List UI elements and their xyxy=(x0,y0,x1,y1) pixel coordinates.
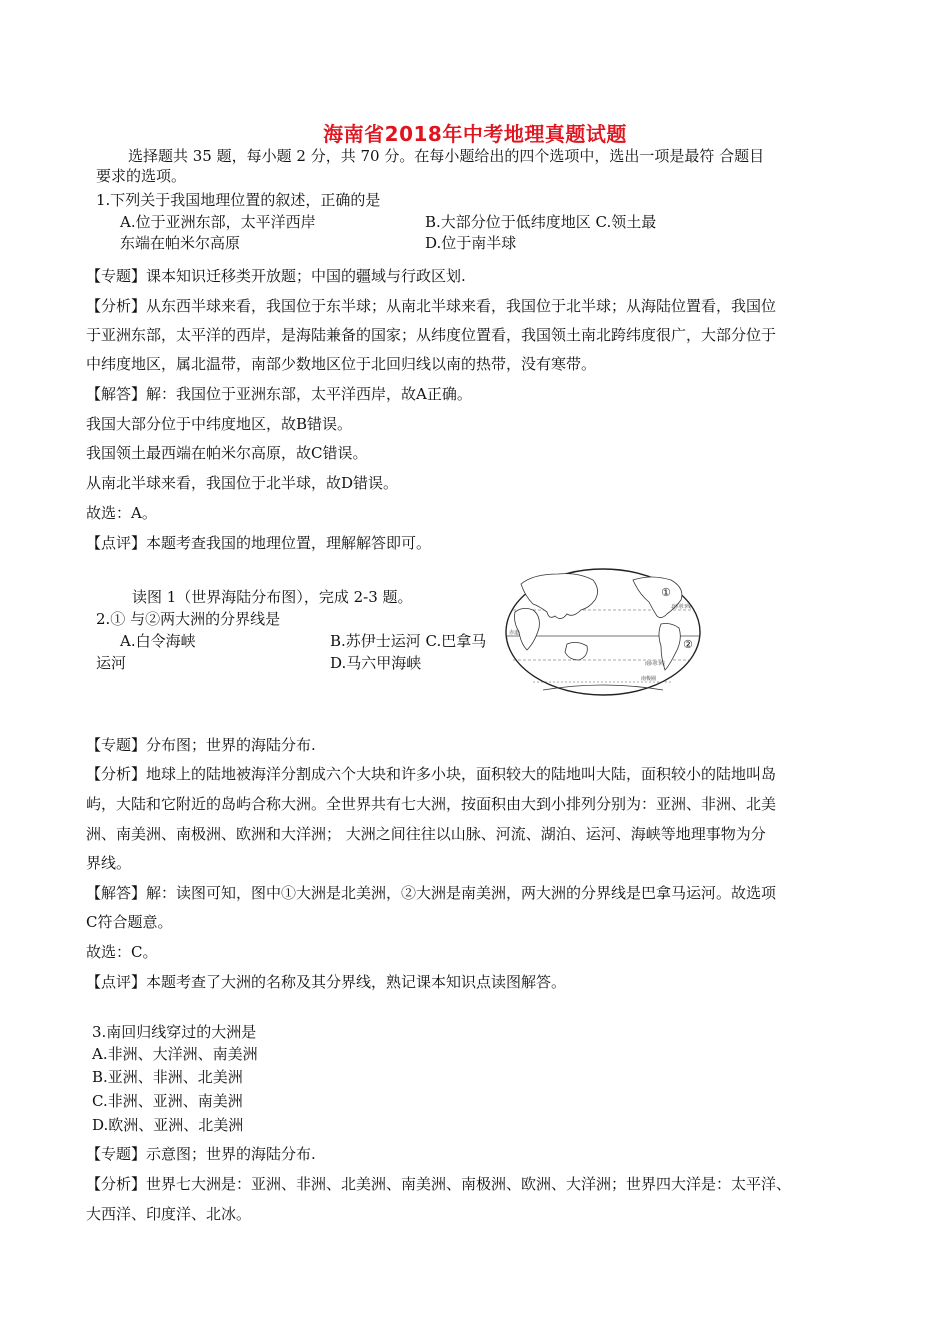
q2-topic: 【专题】分布图；世界的海陆分布. xyxy=(86,736,316,754)
q1-analysis-2: 于亚洲东部，太平洋的西岸，是海陆兼备的国家；从纬度位置看，我国领土南北跨纬度很广，大部分位于 xyxy=(86,326,777,344)
q2-analysis-3: 洲、南美洲、南极洲、欧洲和大洋洲； 大洲之间往往以山脉、河流、湖泊、运河、海峡等地理事物为分 xyxy=(86,825,766,843)
q2-analysis-2: 屿，大陆和它附近的岛屿合称大洲。全世界共有七大洲，按面积由大到小排列分别为：亚洲、非洲、北美 xyxy=(86,795,777,813)
intro-line-1: 选择题共 35 题，每小题 2 分，共 70 分。在每小题给出的四个选项中，选出一项是最符 合题目 xyxy=(128,147,765,165)
map-label-1: ① xyxy=(661,586,671,599)
q1-stem: 1.下列关于我国地理位置的叙述，正确的是 xyxy=(96,191,381,209)
intro-line-2: 要求的选项。 xyxy=(96,167,187,185)
q1-choice: 故选：A。 xyxy=(86,504,157,522)
q1-answer-1: 【解答】解：我国位于亚洲东部，太平洋西岸，故A正确。 xyxy=(86,385,472,403)
q3-stem: 3.南回归线穿过的大洲是 xyxy=(92,1023,257,1041)
world-land-sea-map xyxy=(503,566,703,698)
q2-choice: 故选：C。 xyxy=(86,943,158,961)
page-title: 海南省2018年中考地理真题试题 xyxy=(323,122,627,146)
q1-answer-3: 我国领土最西端在帕米尔高原，故C错误。 xyxy=(86,444,368,462)
q2-comment: 【点评】本题考查了大洲的名称及其分界线，熟记课本知识点读图解答。 xyxy=(86,973,567,991)
q2-option-a: A.白令海峡 xyxy=(120,632,196,650)
q1-option-a: A.位于亚洲东部，太平洋西岸 xyxy=(120,213,316,231)
q1-answer-4: 从南北半球来看，我国位于北半球，故D错误。 xyxy=(86,474,399,492)
q2-option-b-c: B.苏伊士运河 C.巴拿马 xyxy=(330,632,487,650)
q1-answer-2: 我国大部分位于中纬度地区，故B错误。 xyxy=(86,415,353,433)
q2-analysis-4: 界线。 xyxy=(86,854,132,872)
q2-answer-1: 【解答】解：读图可知，图中①大洲是北美洲，②大洲是南美洲，两大洲的分界线是巴拿马运河。故选项 xyxy=(86,884,777,902)
q3-analysis-1: 【分析】世界七大洲是：亚洲、非洲、北美洲、南美洲、南极洲、欧洲、大洋洲；世界四大洋是：太平洋、 xyxy=(86,1175,792,1193)
q3-topic: 【专题】示意图；世界的海陆分布. xyxy=(86,1145,316,1163)
q1-analysis-3: 中纬度地区，属北温带，南部少数地区位于北回归线以南的热带，没有寒带。 xyxy=(86,355,597,373)
q1-option-c-cont: 东端在帕米尔高原 xyxy=(120,234,241,252)
q3-option-a: A.非洲、大洋洲、南美洲 xyxy=(92,1045,258,1063)
q2-option-d: D.马六甲海峡 xyxy=(330,654,422,672)
q1-option-b-c: B.大部分位于低纬度地区 C.领土最 xyxy=(425,213,657,231)
map-south-tropic-label: 南回归线 xyxy=(645,661,666,667)
q2-answer-2: C符合题意。 xyxy=(86,913,173,931)
q1-topic: 【专题】课本知识迁移类开放题；中国的疆域与行政区划. xyxy=(86,267,466,285)
map-label-2: ② xyxy=(683,638,693,651)
q2-option-c-cont: 运河 xyxy=(96,654,127,672)
q1-comment: 【点评】本题考查我国的地理位置，理解解答即可。 xyxy=(86,534,432,552)
q3-option-d: D.欧洲、亚洲、北美洲 xyxy=(92,1116,244,1134)
q2-read-instruction: 读图 1（世界海陆分布图），完成 2-3 题。 xyxy=(132,588,413,606)
q3-analysis-2: 大西洋、印度洋、北冰。 xyxy=(86,1205,252,1223)
map-equator-label: 赤道 xyxy=(509,630,520,636)
q3-option-b: B.亚洲、非洲、北美洲 xyxy=(92,1068,243,1086)
q1-option-d: D.位于南半球 xyxy=(425,234,517,252)
map-antarctic-label: 南极圈 xyxy=(641,676,657,682)
q2-analysis-1: 【分析】地球上的陆地被海洋分割成六个大块和许多小块，面积较大的陆地叫大陆，面积较小的陆地叫岛 xyxy=(86,765,777,783)
q3-option-c: C.非洲、亚洲、南美洲 xyxy=(92,1092,243,1110)
q1-analysis-1: 【分析】从东西半球来看，我国位于东半球；从南北半球来看，我国位于北半球；从海陆位置看，我国位 xyxy=(86,297,777,315)
q2-stem: 2.① 与②两大洲的分界线是 xyxy=(96,610,281,628)
map-north-tropic-label: 北回归线 xyxy=(671,604,692,610)
